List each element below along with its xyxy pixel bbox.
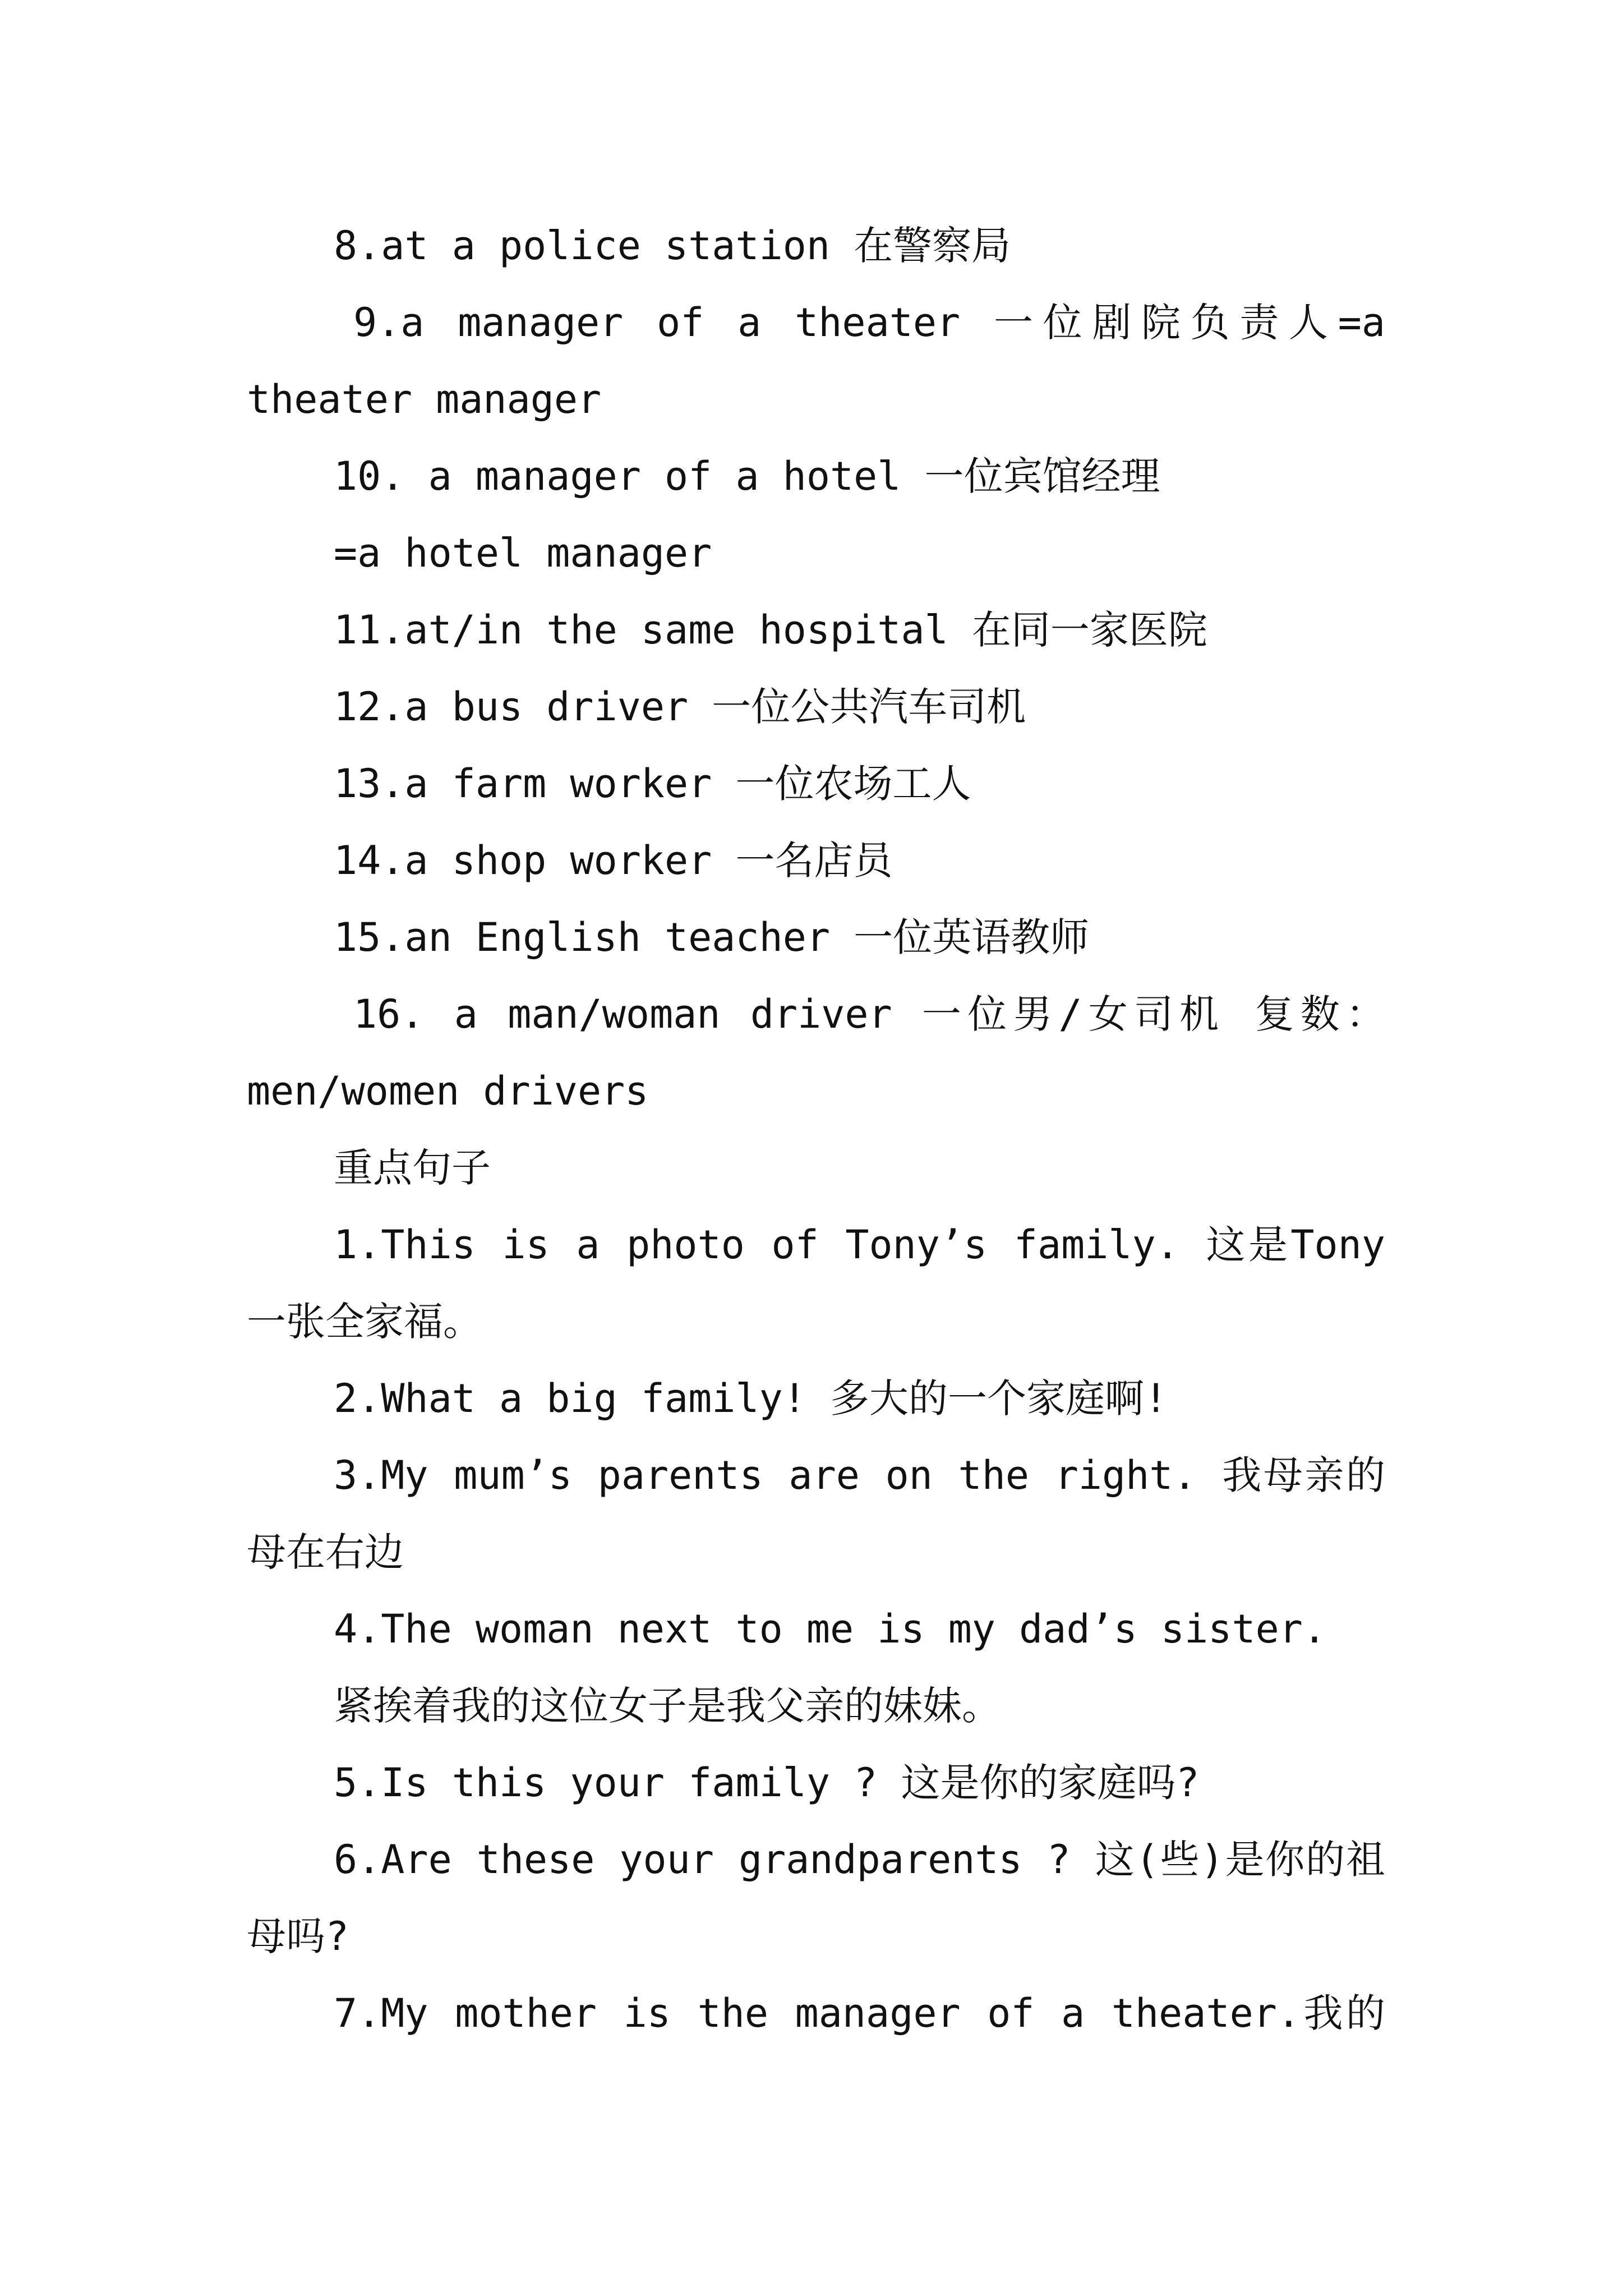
vocab-item-14: 14.a shop worker 一名店员 bbox=[334, 838, 893, 884]
sentence-1: 1.This is a photo of Tony’s family. 这是Tony bbox=[334, 1222, 1385, 1268]
sentence-3-continued: 母在右边 bbox=[247, 1529, 404, 1575]
vocab-item-9-continued: theater manager bbox=[247, 376, 602, 422]
sentence-2: 2.What a big family! 多大的一个家庭啊! bbox=[334, 1375, 1168, 1421]
sentence-6-continued: 母吗? bbox=[247, 1913, 349, 1959]
sentence-5: 5.Is this your family ? 这是你的家庭吗? bbox=[334, 1760, 1200, 1806]
vocab-item-16-continued: men/women drivers bbox=[247, 1068, 649, 1114]
vocab-item-8: 8.at a police station 在警察局 bbox=[334, 223, 1011, 269]
vocab-item-10: 10. a manager of a hotel 一位宾馆经理 bbox=[334, 453, 1160, 499]
section-heading-key-sentences: 重点句子 bbox=[334, 1145, 491, 1191]
sentence-4-translation: 紧挨着我的这位女子是我父亲的妹妹。 bbox=[334, 1683, 1001, 1729]
sentence-1-continued: 一张全家福。 bbox=[247, 1299, 482, 1345]
vocab-item-16: 16. a man/woman driver 一位男/女司机 复数： bbox=[353, 991, 1385, 1037]
vocab-item-9: 9.a manager of a theater 一位剧院负责人=a bbox=[353, 300, 1385, 346]
vocab-item-13: 13.a farm worker 一位农场工人 bbox=[334, 761, 971, 807]
document-body bbox=[247, 208, 1385, 2052]
sentence-3: 3.My mum’s parents are on the right. 我母亲的 bbox=[334, 1452, 1385, 1498]
vocab-item-11: 11.at/in the same hospital 在同一家医院 bbox=[334, 607, 1207, 653]
vocab-item-10-equivalent: =a hotel manager bbox=[334, 530, 712, 576]
vocab-item-12: 12.a bus driver 一位公共汽车司机 bbox=[334, 684, 1026, 730]
vocab-item-15: 15.an English teacher 一位英语教师 bbox=[334, 914, 1090, 960]
sentence-7: 7.My mother is the manager of a theater.我的 bbox=[334, 1990, 1385, 2036]
sentence-4: 4.The woman next to me is my dad’s sister. bbox=[334, 1606, 1327, 1652]
sentence-6: 6.Are these your grandparents ? 这(些)是你的祖 bbox=[334, 1837, 1385, 1883]
